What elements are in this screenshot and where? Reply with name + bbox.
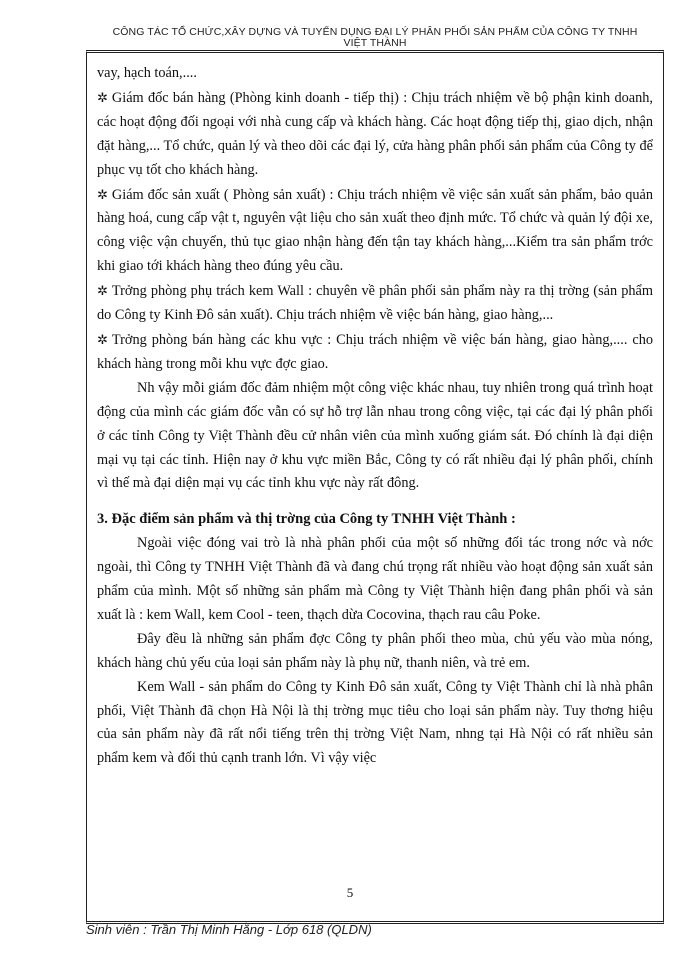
star-bullet-icon: ✲ bbox=[97, 186, 108, 202]
section-heading: 3. Đặc điểm sản phẩm và thị trờng của Công ty TNHH Việt Thành : bbox=[97, 511, 516, 528]
footer-author: Sinh viên : Trần Thị Minh Hằng - Lớp 618 (QLDN) bbox=[86, 922, 372, 937]
running-header: CÔNG TÁC TỔ CHỨC,XÂY DỰNG VÀ TUYỂN DỤNG ĐẠI LÝ PHÂN PHỐI SẢN PHẨM CỦA CÔNG TY TNHH VIỆT THÀNH bbox=[112, 26, 638, 49]
paragraph-wall-manager bbox=[97, 279, 653, 328]
document-body bbox=[97, 62, 653, 771]
paragraph-text: Trởng phòng bán hàng các khu vực : Chịu trách nhiệm về việc bán hàng, giao hàng,.... cho khách hàng trong mỗi khu vực đợc giao. bbox=[97, 331, 653, 372]
paragraph-text: Giám đốc bán hàng (Phòng kinh doanh - tiếp thị) : Chịu trách nhiệm về bộ phận kinh doanh, các hoạt động đối ngoại với nhà cung cấp và khách hàng. Các hoạt động tiếp thị, giao dịch, nhận đặt hàng,... Tổ chức, quản lý và theo dõi các đại lý, cửa hàng phân phối sản phẩm của Công ty để phục vụ tốt cho khách hàng. bbox=[97, 89, 653, 178]
paragraph-text: Trởng phòng phụ trách kem Wall : chuyên về phân phối sản phẩm này ra thị trờng (sản phẩm do Công ty Kinh Đô sản xuất). Chịu trách nhiệm về việc bán hàng, giao hàng,... bbox=[97, 283, 653, 324]
paragraph-products: Ngoài việc đóng vai trò là nhà phân phối của một số những đối tác trong nớc và nớc ngoài, thì Công ty TNHH Việt Thành đã và đang chú trọng rất nhiều vào hoạt động sản xuất sản phẩm của mình. Một số những sản phẩm mà Công ty Việt Thành hiện đang phân phối và sản xuất là : kem Wall, kem Cool - teen, thạch dừa Cocovina, thạch rau câu Poke. bbox=[97, 535, 653, 623]
star-bullet-icon: ✲ bbox=[97, 331, 108, 347]
paragraph-summary: Nh vậy mỗi giám đốc đảm nhiệm một công việc khác nhau, tuy nhiên trong quá trình hoạt động của mình các giám đốc vẫn có sự hỗ trợ lẫn nhau trong công việc, tại các đại lý phân phối ở các tỉnh Công ty Việt Thành đều cử nhân viên của mình xuống giám sát. Đó chính là đại diện mại vụ tại các tỉnh. Hiện nay ở khu vực miền Bắc, Công ty có rất nhiều đại lý phân phối, chính vì thế mà đại diện mại vụ các tỉnh khu vực này rất đông. bbox=[97, 379, 653, 492]
paragraph-continuation: vay, hạch toán,.... bbox=[97, 65, 197, 81]
paragraph-kem-wall: Kem Wall - sản phẩm do Công ty Kinh Đô sản xuất, Công ty Việt Thành chỉ là nhà phân phối, Việt Thành đã chọn Hà Nội là thị trờng mục tiêu cho loại sản phẩm này. Tuy thơng hiệu của sản phẩm này đã rất nổi tiếng trên thị trờng Việt Nam, nhng tại Hà Nội có rất nhiều sản phẩm kem và đối thủ cạnh tranh lớn. Vì vậy việc bbox=[97, 678, 653, 767]
paragraph-text: Giám đốc sản xuất ( Phòng sản xuất) : Chịu trách nhiệm về việc sản xuất sản phẩm, bảo quản hàng hoá, cung cấp vật t, nguyên vật liệu cho sản xuất theo định mức. Tổ chức và quản lý đội xe, công việc vận chuyển, thủ tục giao nhận hàng đến tận tay khách hàng,...Kiểm tra sản phẩm trớc khi giao tới khách hàng theo đúng yêu cầu. bbox=[97, 186, 653, 275]
paragraph-sales-director bbox=[97, 86, 653, 183]
page-number: 5 bbox=[346, 885, 354, 900]
star-bullet-icon: ✲ bbox=[97, 89, 108, 105]
star-bullet-icon: ✲ bbox=[97, 283, 108, 299]
paragraph-production-director bbox=[97, 183, 653, 280]
paragraph-regional-manager bbox=[97, 328, 653, 377]
paragraph-seasonal: Đây đều là những sản phẩm đợc Công ty phân phối theo mùa, chủ yếu vào mùa nóng, khách hàng chủ yếu của loại sản phẩm này là phụ nữ, thanh niên, và trẻ em. bbox=[97, 630, 653, 671]
